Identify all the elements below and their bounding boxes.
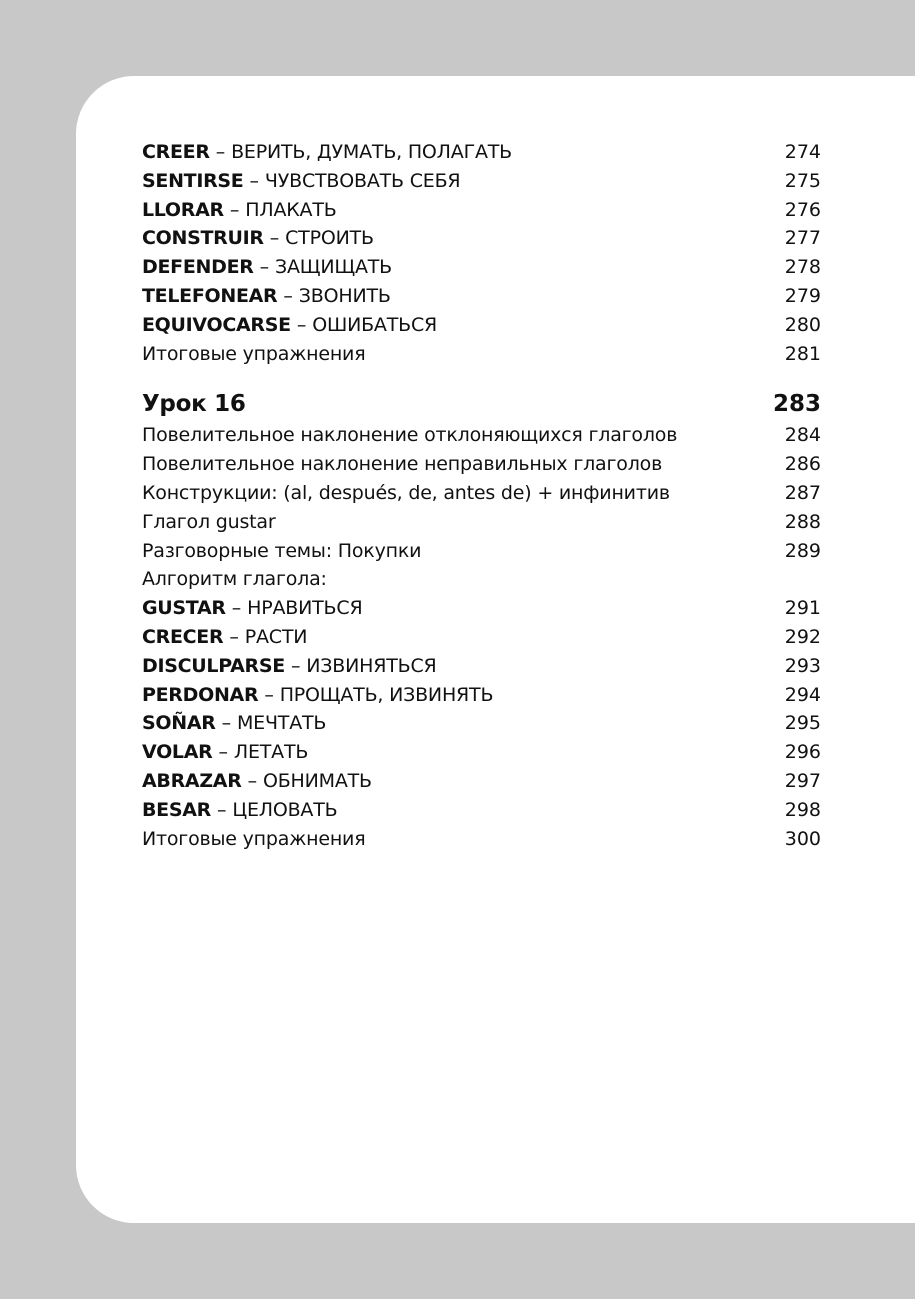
dash: – [249,169,259,192]
dash: – [283,284,293,307]
page-number: 279 [784,284,821,307]
dash: – [264,683,274,706]
page-number: 293 [784,654,821,677]
verb-translation: ЛЕТАТЬ [233,741,309,764]
verb-name: CRECER [142,625,224,648]
toc-entry-topic[interactable] [142,421,821,450]
dash: – [221,712,231,735]
page-number: 274 [784,141,821,163]
toc-entry-construir[interactable] [142,224,821,253]
verb-name: GUSTAR [142,597,226,620]
dash: – [217,798,227,821]
toc-entry-topic[interactable] [142,537,821,566]
verb-translation: ЦЕЛОВАТЬ [232,798,338,821]
verb-name: CREER [142,141,210,163]
verb-translation: ОБНИМАТЬ [262,769,372,792]
toc-entry-creer[interactable] [142,138,821,167]
dash: – [290,654,301,677]
verb-name: VOLAR [142,741,213,764]
page-number: 286 [784,453,821,476]
page-number: 277 [784,227,821,250]
dash: – [296,313,307,336]
verb-name: DISCULPARSE [142,654,285,677]
verb-translation: ЧУВСТВОВАТЬ СЕБЯ [264,169,461,192]
verb-name: ABRAZAR [142,769,242,792]
verb-name: LLORAR [142,198,224,221]
entry-title: Итоговые упражнения [142,342,366,365]
table-of-contents [142,138,821,853]
verb-translation: ЗАЩИЩАТЬ [275,256,392,279]
page-number: 288 [784,510,821,533]
toc-entry-exercises[interactable] [142,825,821,854]
verb-translation: СТРОИТЬ [285,227,374,250]
entry-title: Разговорные темы: Покупки [142,539,422,562]
verb-name: PERDONAR [142,683,259,706]
page-number: 296 [784,741,821,764]
document-page [76,76,915,1223]
toc-entry-llorar[interactable] [142,196,821,225]
page-number: 300 [784,827,821,850]
page-number: 297 [784,769,821,792]
verb-translation: НРАВИТЬСЯ [247,597,363,620]
toc-entry-crecer[interactable] [142,623,821,652]
toc-entry-telefonear[interactable] [142,282,821,311]
lesson-heading[interactable] [142,388,821,420]
entry-title: Алгоритм глагола: [142,568,327,591]
toc-entry-volar[interactable] [142,738,821,767]
page-number: 291 [784,597,821,620]
entry-title: Повелительное наклонение отклоняющихся глаголов [142,424,678,447]
toc-entry-sonar[interactable] [142,709,821,738]
verb-translation: ПРОЩАТЬ, ИЗВИНЯТЬ [279,683,494,706]
verb-translation: РАСТИ [244,625,308,648]
toc-entry-topic[interactable] [142,450,821,479]
dash: – [229,198,240,221]
verb-translation: МЕЧТАТЬ [236,712,327,735]
entry-title: Повелительное наклонение неправильных глаголов [142,453,663,476]
verb-name: TELEFONEAR [142,284,278,307]
verb-name: EQUIVOCARSE [142,313,291,336]
page-number: 294 [784,683,821,706]
toc-entry-disculparse[interactable] [142,652,821,681]
verb-name: BESAR [142,798,211,821]
dash: – [259,256,269,279]
dash: – [269,227,280,250]
toc-entry-perdonar[interactable] [142,681,821,710]
toc-entry-topic[interactable] [142,508,821,537]
entry-title: Итоговые упражнения [142,827,366,850]
lesson-title: Урок 16 [142,391,246,418]
entry-title: Конструкции: (al, después, de, antes de) + инфинитив [142,481,670,504]
toc-entry-gustar[interactable] [142,594,821,623]
page-number: 295 [784,712,821,735]
page-number: 287 [784,481,821,504]
page-number: 289 [784,539,821,562]
dash: – [215,141,226,163]
page-number: 298 [784,798,821,821]
verb-translation: ИЗВИНЯТЬСЯ [306,654,437,677]
dash: – [229,625,239,648]
toc-subheading-algorithm [142,565,821,594]
dash: – [218,741,228,764]
toc-entry-defender[interactable] [142,253,821,282]
verb-name: SENTIRSE [142,169,244,192]
dash: – [247,769,257,792]
verb-name: CONSTRUIR [142,227,264,250]
verb-name: DEFENDER [142,256,254,279]
page-number: 284 [784,424,821,447]
page-number: 280 [784,313,821,336]
toc-entry-sentirse[interactable] [142,167,821,196]
verb-translation: ПЛАКАТЬ [245,198,337,221]
page-number: 275 [784,169,821,192]
toc-entry-equivocarse[interactable] [142,311,821,340]
toc-entry-exercises[interactable] [142,340,821,369]
entry-title: Глагол gustar [142,510,276,533]
lesson-page-number: 283 [772,391,821,418]
toc-entry-abrazar[interactable] [142,767,821,796]
verb-name: SOÑAR [142,712,216,735]
page-number: 281 [784,342,821,365]
page-number: 276 [784,198,821,221]
verb-translation: ВЕРИТЬ, ДУМАТЬ, ПОЛАГАТЬ [231,141,512,163]
toc-entry-besar[interactable] [142,796,821,825]
dash: – [231,597,242,620]
verb-translation: ОШИБАТЬСЯ [312,313,438,336]
page-number: 278 [784,256,821,279]
toc-entry-topic[interactable] [142,479,821,508]
page-number: 292 [784,625,821,648]
verb-translation: ЗВОНИТЬ [298,284,391,307]
